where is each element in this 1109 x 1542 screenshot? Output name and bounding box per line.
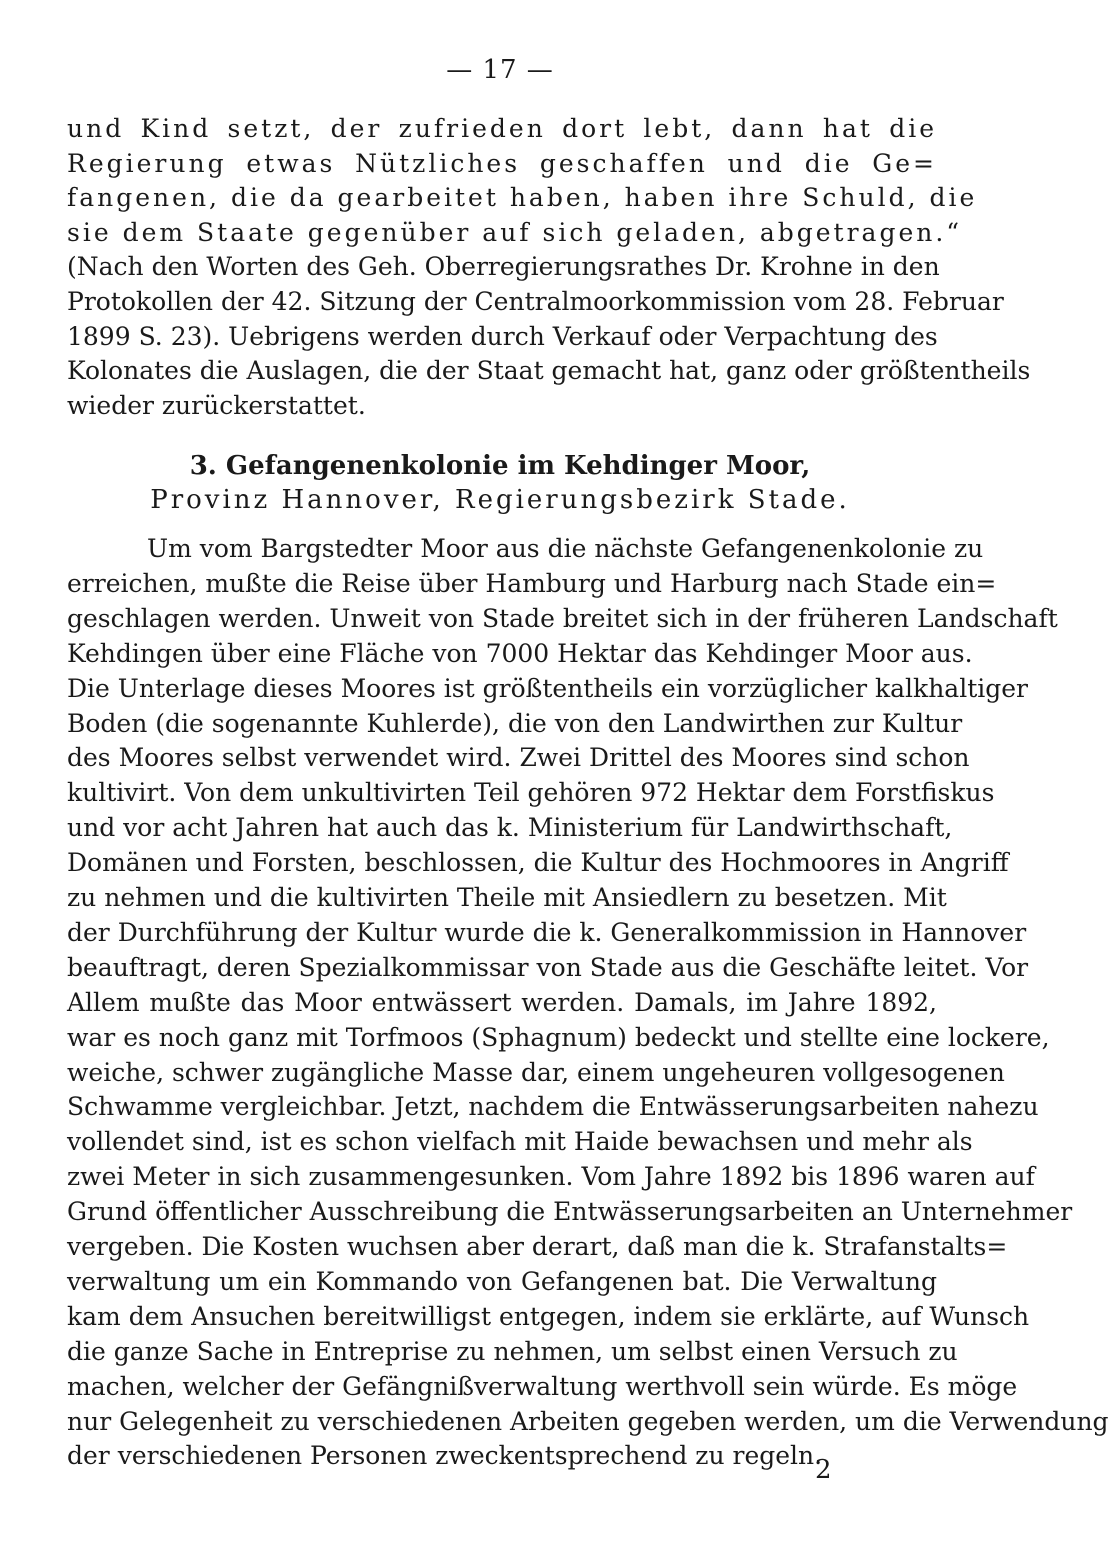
page-number: — 17 — [446,55,554,85]
text-line: 1899 S. 23). Uebrigens werden durch Verkauf oder Verpachtung des [67,321,938,351]
text-line: beauftragt, deren Spezialkommissar von Stade aus die Geschäfte leitet. Vor [67,952,1029,982]
text-line: Domänen und Forsten, beschlossen, die Kultur des Hochmoores in Angriff [67,848,1009,878]
text-line: der Durchführung der Kultur wurde die k. Generalkommission in Hannover [67,917,1027,947]
text-line: nur Gelegenheit zu verschiedenen Arbeiten gegeben werden, um die Verwendung [67,1406,1109,1436]
text-line: (Nach den Worten des Geh. Oberregierungsrathes Dr. Krohne in den [67,252,940,282]
text-line: Grund öffentlicher Ausschreibung die Entwässerungsarbeiten an Unternehmer [67,1197,1073,1227]
text-line: die ganze Sache in Entreprise zu nehmen, um selbst einen Versuch zu [67,1336,958,1366]
text-line: weiche, schwer zugängliche Masse dar, einem ungeheuren vollgesogenen [67,1057,1005,1087]
text-line: vergeben. Die Kosten wuchsen aber derart, daß man die k. Strafanstalts= [67,1232,1008,1261]
text-line: kam dem Ansuchen bereitwilligst entgegen, indem sie erklärte, auf Wunsch [67,1301,1030,1331]
text-line: Allem mußte das Moor entwässert werden. Damals, im Jahre 1892, [67,987,937,1017]
text-line: Die Unterlage dieses Moores ist größtentheils ein vorzüglicher kalkhaltiger [67,673,1028,703]
text-line: vollendet sind, ist es schon vielfach mit Haide bewachsen und mehr als [67,1127,973,1157]
text-line: Protokollen der 42. Sitzung der Centralmoorkommission vom 28. Februar [67,287,1004,316]
text-line: Schwamme vergleichbar. Jetzt, nachdem die Entwässerungsarbeiten nahezu [67,1092,1039,1122]
text-line: wieder zurückerstattet. [67,390,366,420]
text-line: war es noch ganz mit Torfmoos (Sphagnum) bedeckt und stellte eine lockere, [67,1022,1050,1052]
text-line: machen, welcher der Gefängnißverwaltung werthvoll sein würde. Es möge [67,1371,1018,1401]
text-line: des Moores selbst verwendet wird. Zwei Drittel des Moores sind schon [67,743,970,773]
text-line: sie dem Staate gegenüber auf sich geladen, abgetragen.“ [67,217,963,247]
text-line: Um vom Bargstedter Moor aus die nächste Gefangenenkolonie zu [147,534,984,563]
text-line: Boden (die sogenannte Kuhlerde), die von den Landwirthen zur Kultur [67,708,963,738]
section-subtitle: Provinz Hannover, Regierungsbezirk Stade. [150,485,850,515]
text-line: erreichen, mußte die Reise über Hamburg und Harburg nach Stade ein= [67,568,997,598]
text-line: geschlagen werden. Unweit von Stade breitet sich in der früheren Landschaft [67,603,1058,633]
text-line: kultivirt. Von dem unkultivirten Teil gehören 972 Hektar dem Forstfiskus [67,778,995,808]
text-line: zwei Meter in sich zusammengesunken. Vom Jahre 1892 bis 1896 waren auf [67,1162,1035,1192]
text-line: verwaltung um ein Kommando von Gefangenen bat. Die Verwaltung [67,1266,937,1296]
text-line: fangenen, die da gearbeitet haben, haben ihre Schuld, die [67,183,978,213]
text-line: zu nehmen und die kultivirten Theile mit Ansiedlern zu besetzen. Mit [67,883,947,912]
text-line: und vor acht Jahren hat auch das k. Ministerium für Landwirthschaft, [67,813,953,843]
text-line: Kehdingen über eine Fläche von 7000 Hektar das Kehdinger Moor aus. [67,638,973,668]
text-line: Kolonates die Auslagen, die der Staat gemacht hat, ganz oder größtentheils [67,356,1031,386]
sheet-signature: 2 [815,1455,832,1485]
section-title: 3. Gefangenenkolonie im Kehdinger Moor, [189,451,811,481]
text-line: der verschiedenen Personen zweckentsprechend zu regeln. [67,1441,823,1471]
text-line: und Kind setzt, der zufrieden dort lebt, dann hat die [67,114,937,143]
text-line: Regierung etwas Nützliches geschaffen und die Ge= [67,148,937,178]
